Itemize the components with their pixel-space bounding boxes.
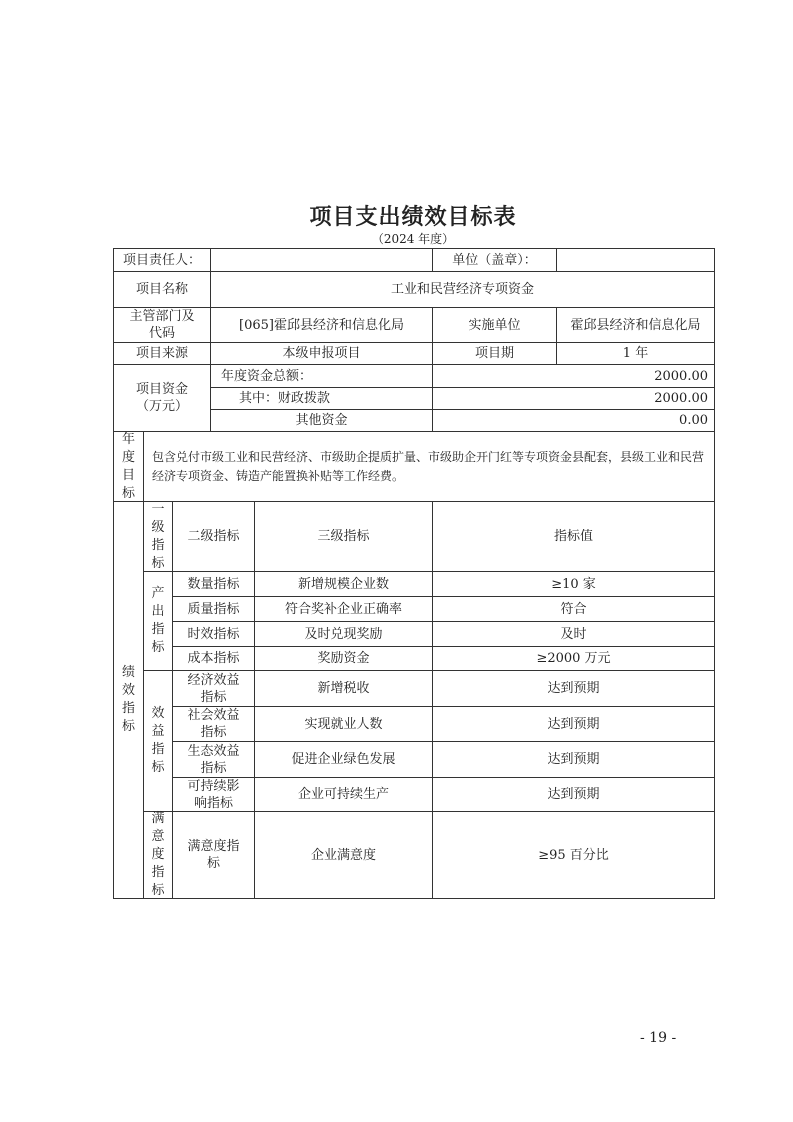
unit-value bbox=[556, 248, 715, 272]
value-cell: ≥2000 万元 bbox=[432, 646, 715, 671]
dept-label: 主管部门及代码 bbox=[113, 307, 211, 343]
value-cell: ≥10 家 bbox=[432, 571, 715, 597]
funds-other-value: 0.00 bbox=[432, 409, 715, 432]
l3-cell: 新增规模企业数 bbox=[254, 571, 433, 597]
header-level2: 二级指标 bbox=[172, 501, 255, 572]
funds-label: 项目资金（万元） bbox=[113, 364, 211, 432]
responsible-label: 项目责任人： bbox=[113, 248, 211, 272]
header-level3: 三级指标 bbox=[254, 501, 433, 572]
page-title: 项目支出绩效目标表 bbox=[309, 205, 517, 230]
l2-cell: 时效指标 bbox=[172, 621, 255, 647]
responsible-value bbox=[210, 248, 433, 272]
l2-cell: 质量指标 bbox=[172, 596, 255, 622]
l2-cell: 经济效益指标 bbox=[172, 670, 255, 707]
l3-cell: 企业可持续生产 bbox=[254, 777, 433, 812]
funds-fiscal-value: 2000.00 bbox=[432, 387, 715, 410]
goal-label: 年度目标 bbox=[113, 431, 144, 502]
value-cell: ≥95 百分比 bbox=[432, 811, 715, 899]
source-value: 本级申报项目 bbox=[210, 342, 433, 365]
value-cell: 达到预期 bbox=[432, 741, 715, 778]
funds-fiscal-label: 其中：财政拨款 bbox=[210, 387, 433, 410]
l2-cell: 社会效益指标 bbox=[172, 706, 255, 742]
goal-text: 包含兑付市级工业和民营经济、市级助企提质扩量、市级助企开门红等专项资金县配套，县级工业和民营经济专项资金、铸造产能置换补贴等工作经费。 bbox=[143, 431, 715, 502]
l2-cell: 生态效益指标 bbox=[172, 741, 255, 778]
period-value: 1 年 bbox=[556, 342, 715, 365]
value-cell: 达到预期 bbox=[432, 777, 715, 812]
header-level1: 一级指标 bbox=[143, 501, 173, 572]
l3-cell: 奖励资金 bbox=[254, 646, 433, 671]
header-value: 指标值 bbox=[432, 501, 715, 572]
l2-cell: 成本指标 bbox=[172, 646, 255, 671]
unit-label: 单位（盖章）： bbox=[432, 248, 557, 272]
funds-total-label: 年度资金总额： bbox=[210, 364, 433, 388]
group-satisfaction: 满意度指标 bbox=[143, 811, 173, 899]
value-cell: 及时 bbox=[432, 621, 715, 647]
l3-cell: 企业满意度 bbox=[254, 811, 433, 899]
value-cell: 符合 bbox=[432, 596, 715, 622]
funds-total-value: 2000.00 bbox=[432, 364, 715, 388]
l2-cell: 可持续影响指标 bbox=[172, 777, 255, 812]
l2-cell: 满意度指标 bbox=[172, 811, 255, 899]
page-number: - 19 - bbox=[640, 1030, 677, 1046]
group-benefit: 效益指标 bbox=[143, 670, 173, 812]
impl-label: 实施单位 bbox=[432, 307, 557, 343]
l2-cell: 数量指标 bbox=[172, 571, 255, 597]
source-label: 项目来源 bbox=[113, 342, 211, 365]
funds-other-label: 其他资金 bbox=[210, 409, 433, 432]
l3-cell: 促进企业绿色发展 bbox=[254, 741, 433, 778]
l3-cell: 符合奖补企业正确率 bbox=[254, 596, 433, 622]
period-label: 项目期 bbox=[432, 342, 557, 365]
l3-cell: 实现就业人数 bbox=[254, 706, 433, 742]
project-name-label: 项目名称 bbox=[113, 271, 211, 308]
page-subtitle: （2024 年度） bbox=[371, 232, 455, 246]
impl-value: 霍邱县经济和信息化局 bbox=[556, 307, 715, 343]
l3-cell: 及时兑现奖励 bbox=[254, 621, 433, 647]
l3-cell: 新增税收 bbox=[254, 670, 433, 707]
group-output: 产出指标 bbox=[143, 571, 173, 671]
dept-value: [065]霍邱县经济和信息化局 bbox=[210, 307, 433, 343]
indicators-label: 绩效指标 bbox=[113, 501, 144, 899]
project-name-value: 工业和民营经济专项资金 bbox=[210, 271, 715, 308]
value-cell: 达到预期 bbox=[432, 706, 715, 742]
value-cell: 达到预期 bbox=[432, 670, 715, 707]
